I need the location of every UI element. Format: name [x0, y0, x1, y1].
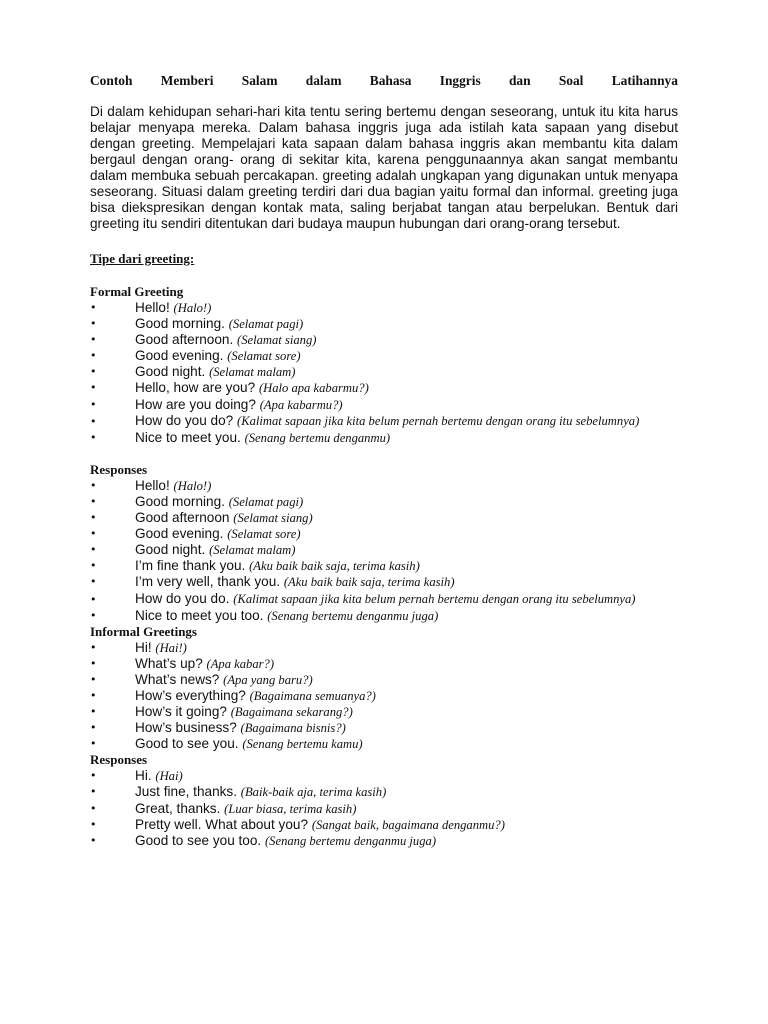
english-phrase: Hi! — [135, 639, 156, 655]
indonesian-translation: (Selamat pagi) — [228, 317, 304, 332]
indonesian-translation: (Aku baik baik saja, terima kasih) — [249, 559, 420, 574]
indonesian-translation: (Senang bertemu denganmu juga) — [264, 833, 437, 848]
list-item — [90, 688, 678, 704]
document-page — [90, 72, 678, 849]
title-word: Salam — [241, 73, 278, 88]
english-phrase: What’s up? — [135, 655, 207, 671]
list-item — [90, 608, 678, 624]
english-phrase: Good morning. — [135, 316, 229, 332]
intro-paragraph: Di dalam kehidupan sehari-hari kita tentu sering bertemu dengan seseorang, untuk itu kita harus belajar menyapa mereka. Dalam bahasa inggris juga ada istilah kata sapaan yang disebut dengan greeting. Mempelajari kata sapaan dalam bahasa inggris akan membantu kita dalam bergaul dengan orang- orang di sekitar kita, karena penggunaannya akan sangat membantu dalam membuka sebuah percakapan. greeting adalah ungkapan yang digunakan untuk menyapa seseorang. Situasi dalam greeting terdiri dari dua bagian yaitu formal dan informal. greeting juga bisa diekspresikan dengan kontak mata, saling berjabat tangan atau berpelukan. Bentuk dari greeting itu sendiri ditentukan dari budaya maupun hubungan dari orang-orang tersebut. — [90, 104, 678, 231]
formal-responses-heading: Responses — [90, 461, 148, 477]
list-item — [90, 348, 678, 364]
english-phrase: Great, thanks. — [135, 800, 225, 816]
indonesian-translation: (Bagaimana sekarang?) — [230, 705, 353, 720]
english-phrase: How do you do. — [135, 590, 234, 606]
indonesian-translation: (Sangat baik, bagaimana denganmu?) — [311, 817, 505, 832]
indonesian-translation: (Baik-baik aja, terima kasih) — [240, 785, 387, 800]
english-phrase: Good night. — [135, 364, 210, 380]
english-phrase: What’s news? — [135, 671, 224, 687]
list-item — [90, 494, 678, 510]
title-word: Contoh — [90, 73, 133, 88]
english-phrase: Hello! — [135, 477, 174, 493]
list-item — [90, 558, 678, 574]
indonesian-translation: (Hai!) — [155, 640, 187, 655]
list-item — [90, 672, 678, 688]
indonesian-translation: (Halo apa kabarmu?) — [258, 381, 369, 396]
list-item — [90, 736, 678, 752]
title-word: dan — [508, 73, 531, 88]
list-item — [90, 833, 678, 849]
indonesian-translation: (Aku baik baik saja, terima kasih) — [283, 575, 455, 590]
english-phrase: How are you doing? — [135, 396, 260, 412]
list-item — [90, 380, 678, 396]
indonesian-translation: (Bagaimana semuanya?) — [249, 688, 376, 703]
formal-greeting-heading: Formal Greeting — [90, 284, 184, 299]
list-item — [90, 332, 678, 348]
list-item — [90, 316, 678, 332]
list-item — [90, 801, 678, 817]
indonesian-translation: (Selamat siang) — [233, 511, 313, 526]
informal-responses-list — [90, 768, 678, 848]
english-phrase: Good night. — [135, 542, 210, 558]
english-phrase: Good to see you too. — [135, 832, 265, 848]
title-word: Memberi — [160, 73, 214, 88]
list-item — [90, 413, 678, 430]
list-item — [90, 526, 678, 542]
english-phrase: How’s business? — [135, 720, 241, 736]
types-heading: Tipe dari greeting: — [90, 251, 195, 266]
title-word: Latihannya — [611, 73, 678, 88]
list-item — [90, 704, 678, 720]
list-item — [90, 510, 678, 526]
english-phrase: Nice to meet you too. — [135, 607, 268, 623]
english-phrase: How’s it going? — [135, 704, 231, 720]
list-item — [90, 817, 678, 833]
list-item — [90, 640, 678, 656]
indonesian-translation: (Hai) — [155, 769, 183, 784]
document-title — [90, 72, 678, 90]
indonesian-translation: (Kalimat sapaan jika kita belum pernah bertemu dengan orang itu sebelumnya) — [237, 413, 640, 428]
list-item — [90, 397, 678, 413]
informal-greetings-list — [90, 640, 678, 753]
indonesian-translation: (Halo!) — [173, 478, 212, 493]
english-phrase: Good evening. — [135, 526, 228, 542]
english-phrase: Good to see you. — [135, 736, 243, 752]
list-item — [90, 364, 678, 380]
indonesian-translation: (Halo!) — [173, 301, 212, 315]
english-phrase: Good evening. — [135, 348, 228, 364]
indonesian-translation: (Apa yang baru?) — [223, 672, 313, 687]
english-phrase: I’m fine thank you. — [135, 558, 250, 574]
title-word: Inggris — [439, 73, 481, 88]
formal-greeting-list — [90, 300, 678, 446]
indonesian-translation: (Senang bertemu denganmu) — [244, 430, 391, 445]
list-item — [90, 784, 678, 800]
english-phrase: Hello! — [135, 300, 174, 315]
english-phrase: Nice to meet you. — [135, 429, 245, 445]
indonesian-translation: (Selamat sore) — [227, 349, 301, 364]
indonesian-translation: (Apa kabar?) — [206, 656, 275, 671]
indonesian-translation: (Selamat malam) — [209, 543, 296, 558]
informal-responses-heading: Responses — [90, 752, 148, 768]
title-word: Bahasa — [369, 73, 412, 88]
indonesian-translation: (Selamat sore) — [227, 527, 301, 542]
english-phrase: Good morning. — [135, 493, 229, 509]
list-item — [90, 478, 678, 494]
list-item — [90, 720, 678, 736]
english-phrase: Just fine, thanks. — [135, 784, 241, 800]
english-phrase: Good afternoon — [135, 510, 234, 526]
english-phrase: How’s everything? — [135, 687, 250, 703]
indonesian-translation: (Selamat siang) — [237, 333, 317, 348]
list-item — [90, 542, 678, 558]
english-phrase: Good afternoon. — [135, 332, 238, 348]
english-phrase: How do you do? — [135, 412, 238, 428]
indonesian-translation: (Kalimat sapaan jika kita belum pernah bertemu dengan orang itu sebelumnya) — [233, 591, 636, 606]
list-item — [90, 591, 678, 608]
list-item — [90, 574, 678, 590]
english-phrase: I’m very well, thank you. — [135, 574, 284, 590]
indonesian-translation: (Apa kabarmu?) — [259, 397, 343, 412]
indonesian-translation: (Senang bertemu denganmu juga) — [267, 608, 439, 623]
title-word: dalam — [305, 73, 342, 88]
list-item — [90, 430, 678, 446]
informal-greetings-heading: Informal Greetings — [90, 623, 197, 639]
indonesian-translation: (Bagaimana bisnis?) — [240, 721, 346, 736]
indonesian-translation: (Senang bertemu kamu) — [242, 737, 363, 752]
list-item — [90, 656, 678, 672]
indonesian-translation: (Selamat pagi) — [228, 494, 304, 509]
indonesian-translation: (Luar biasa, terima kasih) — [224, 801, 357, 816]
english-phrase: Pretty well. What about you? — [135, 816, 312, 832]
english-phrase: Hi. — [135, 768, 156, 784]
indonesian-translation: (Selamat malam) — [209, 365, 296, 380]
list-item — [90, 300, 678, 316]
formal-responses-list — [90, 478, 678, 624]
english-phrase: Hello, how are you? — [135, 380, 259, 396]
list-item — [90, 768, 678, 784]
title-word: Soal — [558, 73, 584, 88]
